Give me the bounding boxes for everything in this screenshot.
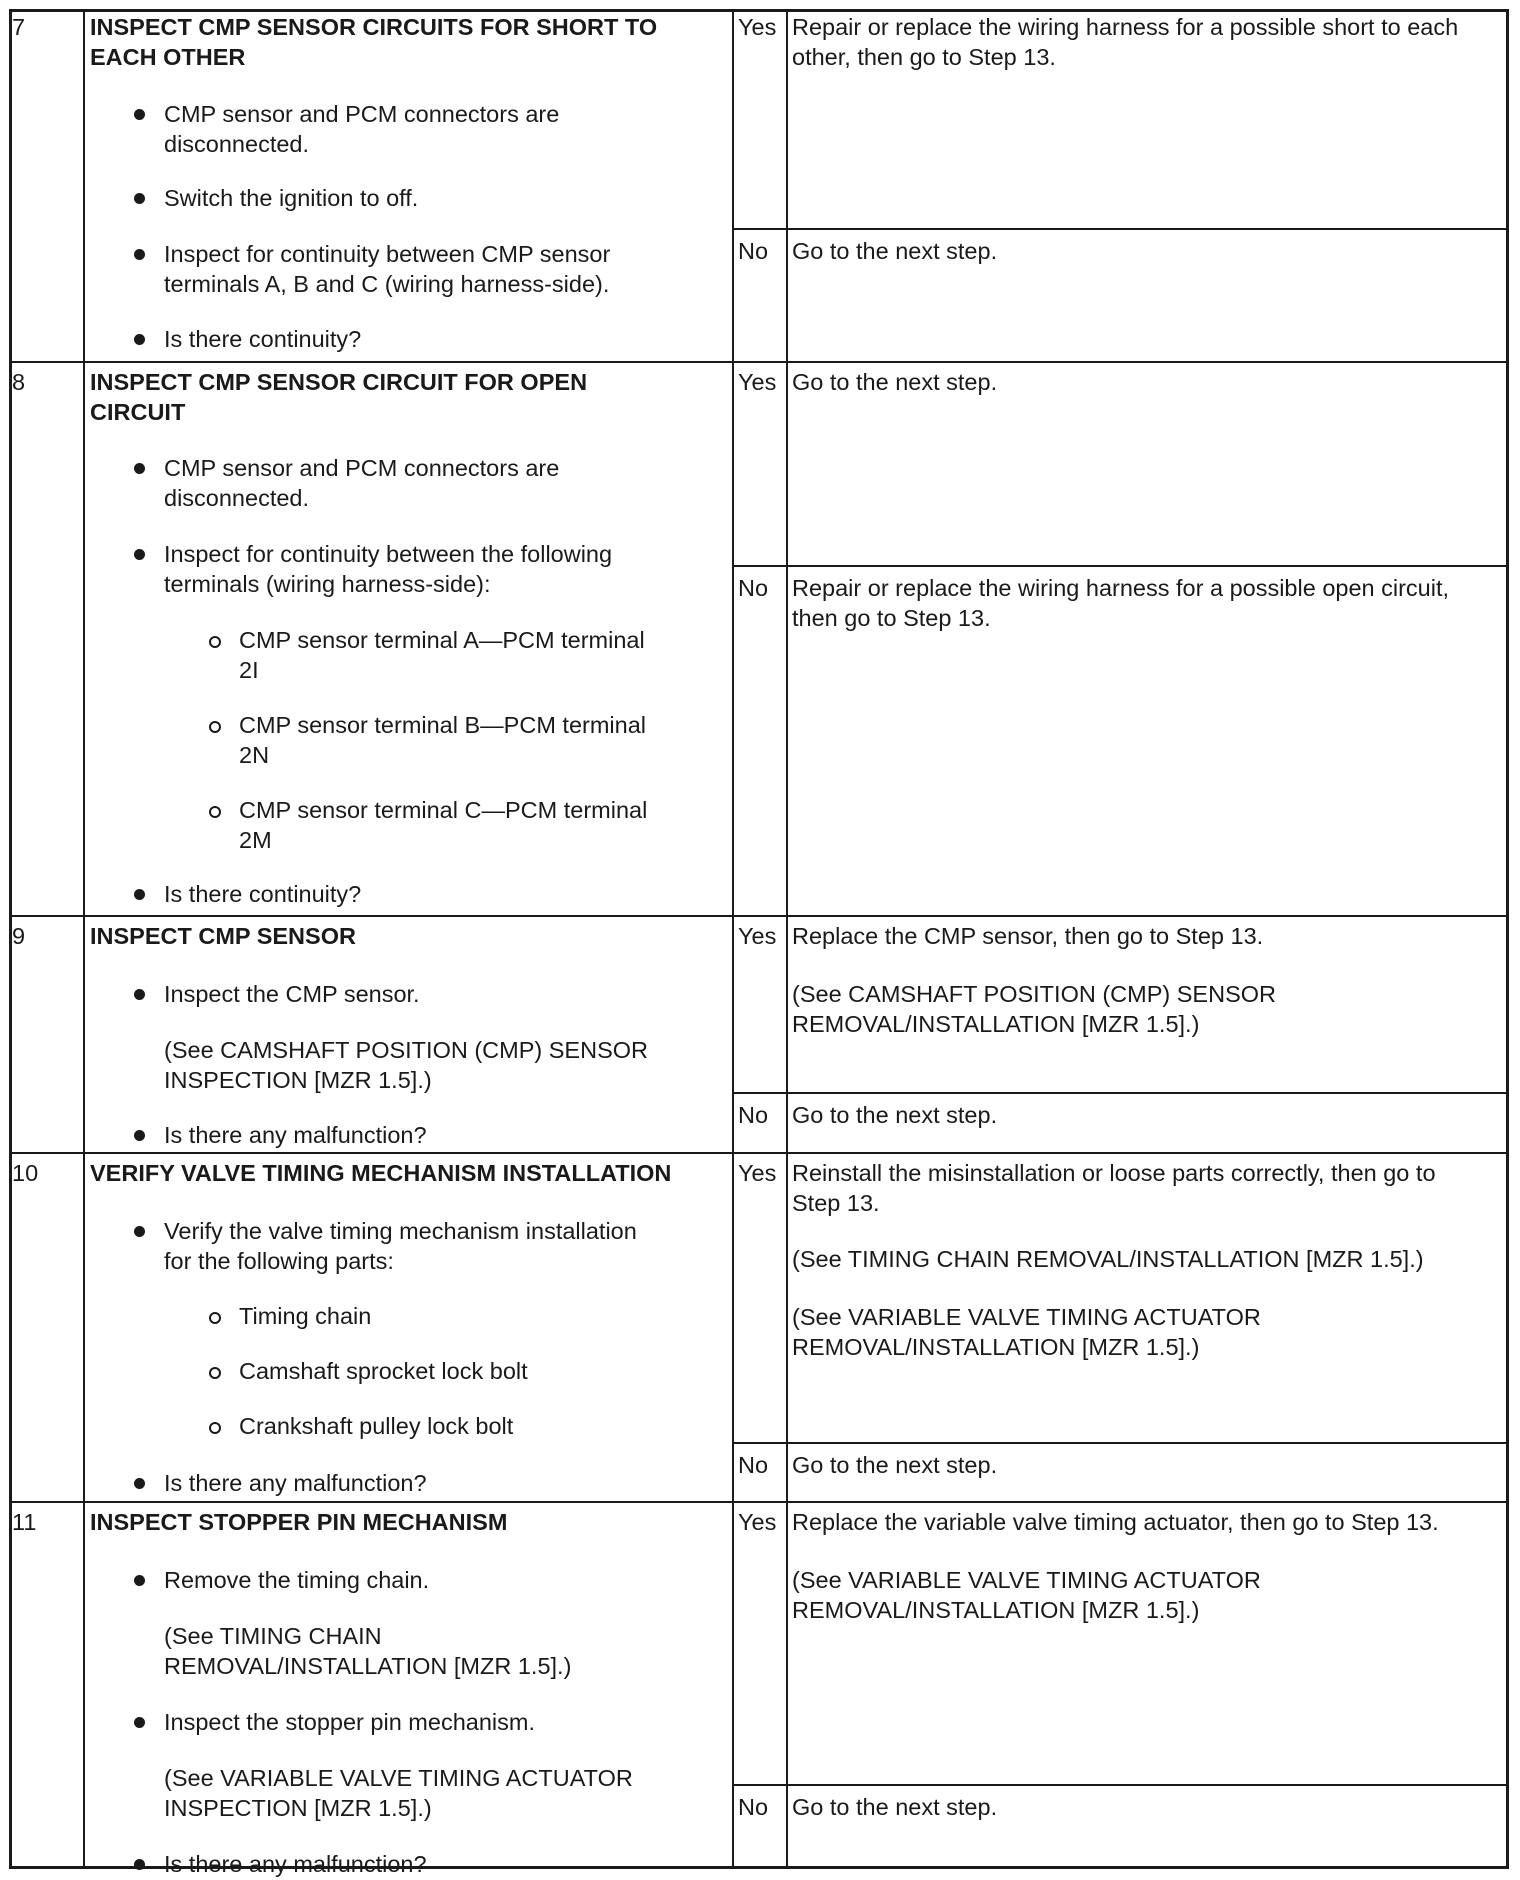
instruction-text: Is there continuity? [164,881,362,907]
yes-no-divider [732,565,1506,567]
step-number: 8 [12,369,26,395]
row-divider [12,915,1506,917]
result-no-label: No [738,1452,769,1478]
instruction-text: Remove the timing chain. [164,1567,430,1593]
sub-bullet-icon [209,721,221,733]
instruction-text: Is there any malfunction? [164,1122,427,1148]
action-text: Repair or replace the wiring harness for a possible open circuit, [792,575,1450,601]
bullet-icon [134,1717,145,1728]
yes-no-divider [732,1442,1506,1444]
bullet-icon [134,193,145,204]
action-text: Reinstall the misinstallation or loose parts correctly, then go to [792,1160,1436,1186]
result-yes-label: Yes [738,1509,777,1535]
action-text: Replace the variable valve timing actuator, then go to Step 13. [792,1509,1439,1535]
instruction-text: Is there continuity? [164,326,362,352]
reference-note: REMOVAL/INSTALLATION [MZR 1.5].) [164,1653,572,1679]
instruction-text: Inspect for continuity between the following [164,541,613,567]
bullet-icon [134,1130,145,1141]
bullet-icon [134,889,145,900]
result-yes-label: Yes [738,369,777,395]
instruction-text: CMP sensor and PCM connectors are [164,101,560,127]
instruction-text: terminals A, B and C (wiring harness-side). [164,271,610,297]
column-divider-result [786,12,788,1866]
action-text: Go to the next step. [792,1794,998,1820]
reference-note: (See TIMING CHAIN REMOVAL/INSTALLATION [MZR 1.5].) [792,1246,1424,1272]
reference-note: REMOVAL/INSTALLATION [MZR 1.5].) [792,1011,1200,1037]
step-title: VERIFY VALVE TIMING MECHANISM INSTALLATION [90,1160,672,1186]
reference-note: (See TIMING CHAIN [164,1623,382,1649]
reference-note: (See VARIABLE VALVE TIMING ACTUATOR [792,1304,1261,1330]
column-divider-step [83,12,85,1866]
instruction-text: Is there any malfunction? [164,1470,427,1496]
action-text: Go to the next step. [792,1102,998,1128]
bullet-icon [134,1478,145,1489]
bullet-icon [134,549,145,560]
step-title: INSPECT CMP SENSOR [90,923,356,949]
bullet-icon [134,989,145,1000]
row-divider [12,361,1506,363]
diagnostic-procedure-table [9,9,1509,1877]
row-divider [12,1501,1506,1503]
instruction-text: Inspect for continuity between CMP sensor [164,241,611,267]
instruction-text: Inspect the CMP sensor. [164,981,420,1007]
bullet-icon [134,334,145,345]
yes-no-divider [732,1092,1506,1094]
bullet-icon [134,1575,145,1586]
part-name: Camshaft sprocket lock bolt [239,1358,528,1384]
instruction-text: CMP sensor and PCM connectors are [164,455,560,481]
step-number: 11 [12,1509,37,1535]
action-text: Repair or replace the wiring harness for a possible short to each [792,14,1459,40]
yes-no-divider [732,1784,1506,1786]
step-title: INSPECT CMP SENSOR CIRCUITS FOR SHORT TO [90,14,658,40]
reference-note: INSPECTION [MZR 1.5].) [164,1067,432,1093]
yes-no-divider [732,228,1506,230]
sub-bullet-icon [209,1367,221,1379]
step-title: INSPECT STOPPER PIN MECHANISM [90,1509,508,1535]
sub-bullet-icon [209,806,221,818]
action-text: then go to Step 13. [792,605,991,631]
sub-bullet-icon [209,636,221,648]
instruction-text: Is there any malfunction? [164,1851,427,1877]
result-yes-label: Yes [738,14,777,40]
result-no-label: No [738,1794,769,1820]
action-text: Go to the next step. [792,1452,998,1478]
instruction-text: for the following parts: [164,1248,394,1274]
action-text: Step 13. [792,1190,880,1216]
action-text: Go to the next step. [792,369,998,395]
instruction-text: Verify the valve timing mechanism installation [164,1218,637,1244]
part-name: Crankshaft pulley lock bolt [239,1413,514,1439]
reference-note: (See CAMSHAFT POSITION (CMP) SENSOR [792,981,1276,1007]
instruction-text: terminals (wiring harness-side): [164,571,491,597]
step-title: EACH OTHER [90,44,246,70]
sub-bullet-icon [209,1312,221,1324]
terminal-pair-text: 2I [239,657,259,683]
bullet-icon [134,1226,145,1237]
instruction-text: disconnected. [164,131,310,157]
step-title: CIRCUIT [90,399,186,425]
terminal-pair-text: 2M [239,827,272,853]
step-number: 10 [12,1160,39,1186]
result-no-label: No [738,1102,769,1128]
terminal-pair-text: CMP sensor terminal B—PCM terminal [239,712,647,738]
action-text: Go to the next step. [792,238,998,264]
instruction-text: disconnected. [164,485,310,511]
terminal-pair-text: 2N [239,742,270,768]
action-text: Replace the CMP sensor, then go to Step 13. [792,923,1264,949]
step-number: 9 [12,923,26,949]
reference-note: REMOVAL/INSTALLATION [MZR 1.5].) [792,1334,1200,1360]
part-name: Timing chain [239,1303,372,1329]
terminal-pair-text: CMP sensor terminal A—PCM terminal [239,627,645,653]
bullet-icon [134,109,145,120]
instruction-text: Inspect the stopper pin mechanism. [164,1709,535,1735]
reference-note: (See VARIABLE VALVE TIMING ACTUATOR [164,1765,633,1791]
bullet-icon [134,1859,145,1870]
action-text: other, then go to Step 13. [792,44,1056,70]
reference-note: REMOVAL/INSTALLATION [MZR 1.5].) [792,1597,1200,1623]
result-yes-label: Yes [738,923,777,949]
reference-note: (See VARIABLE VALVE TIMING ACTUATOR [792,1567,1261,1593]
reference-note: (See CAMSHAFT POSITION (CMP) SENSOR [164,1037,648,1063]
instruction-text: Switch the ignition to off. [164,185,419,211]
column-divider-inspection [732,12,734,1866]
bullet-icon [134,249,145,260]
bullet-icon [134,463,145,474]
terminal-pair-text: CMP sensor terminal C—PCM terminal [239,797,648,823]
reference-note: INSPECTION [MZR 1.5].) [164,1795,432,1821]
result-no-label: No [738,238,769,264]
step-number: 7 [12,14,26,40]
sub-bullet-icon [209,1422,221,1434]
result-yes-label: Yes [738,1160,777,1186]
row-divider [12,1152,1506,1154]
step-title: INSPECT CMP SENSOR CIRCUIT FOR OPEN [90,369,588,395]
result-no-label: No [738,575,769,601]
